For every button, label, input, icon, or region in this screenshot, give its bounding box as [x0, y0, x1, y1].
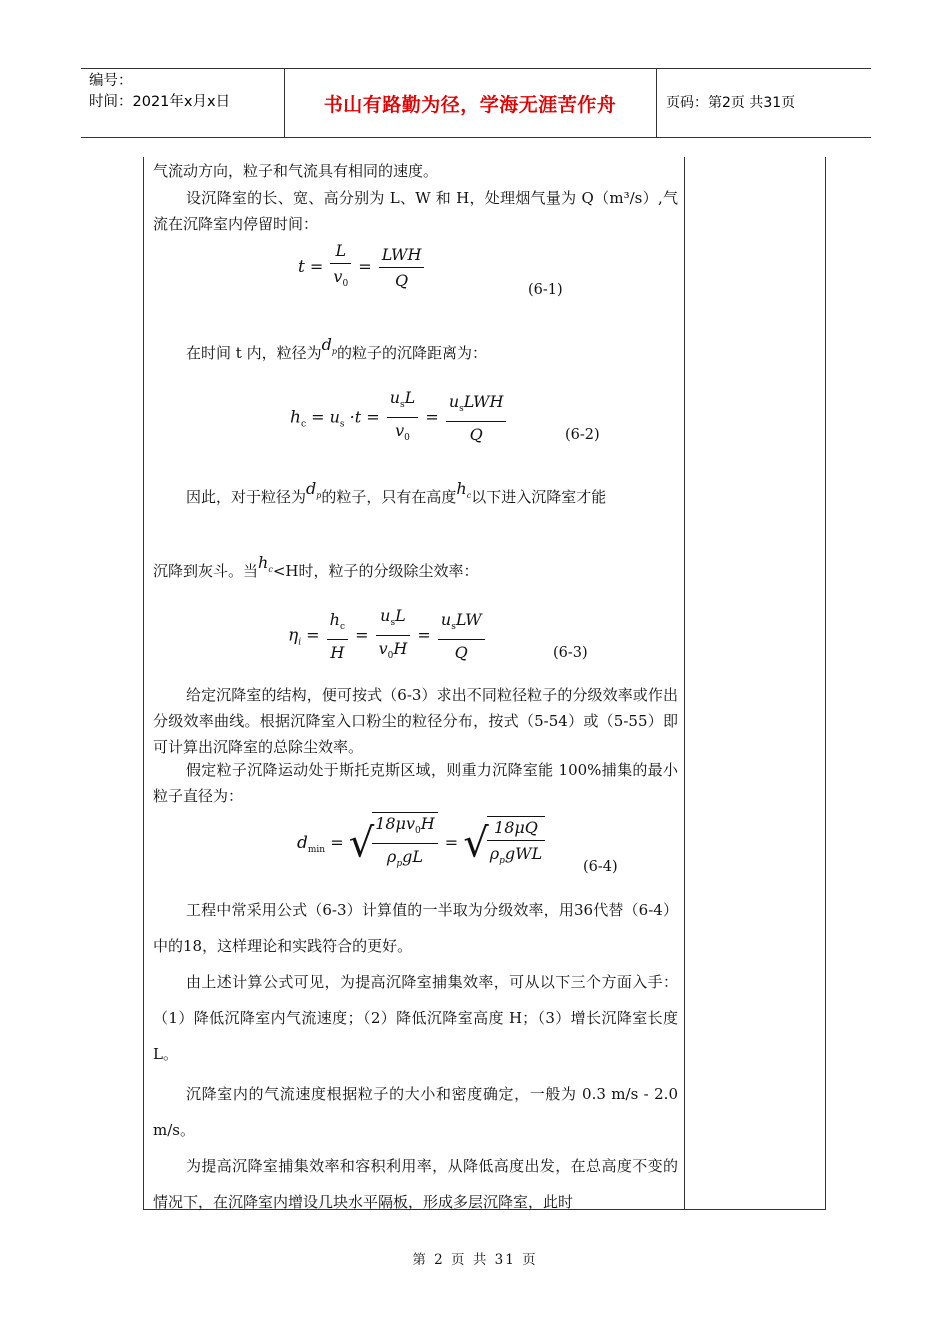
equation-number: (6-4) — [583, 859, 618, 875]
paragraph-11: 为提高沉降室捕集效率和容积利用率，从降低高度出发，在总高度不变的情况下，在沉降室内增设几块水平隔板，形成多层沉降室，此时 — [153, 1157, 678, 1211]
page-header — [81, 68, 871, 138]
equation-6-2: $h_c = u_s \cdot t$ = $\frac{u_sL}{v_0}$ = $\frac{u_sLWH}{Q}$ — [290, 387, 508, 449]
paragraph-10: 沉降室内的气流速度根据粒子的大小和密度确定，一般为 0.3 m/s - 2.0 m/s。 — [153, 1085, 678, 1139]
column-divider — [684, 157, 685, 1209]
header-divider — [656, 69, 657, 137]
number-label: 编号： — [89, 73, 133, 89]
equation-number: (6-3) — [553, 645, 588, 661]
paragraph-6: 给定沉降室的结构，便可按式（6-3）求出不同粒径粒子的分级效率或作出分级效率曲线。根据沉降室入口粉尘的粒径分布，按式（5-54）或（5-55）即可计算出沉降室的总除尘效率。 — [153, 686, 678, 756]
equation-6-3: $\eta_i$ = $\frac{h_c}{H}$ = $\frac{u_sL}{v_0H}$ = $\frac{u_sLW}{Q}$ — [288, 605, 487, 667]
paragraph-7: 假定粒子沉降运动处于斯托克斯区域，则重力沉降室能 100%捕集的最小粒子直径为： — [153, 761, 678, 805]
header-meta — [89, 71, 230, 113]
time-label: 时间：2021年x月x日 — [89, 94, 231, 110]
paragraph-8: 工程中常采用公式（6-3）计算值的一半取为分级效率，用36代替（6-4）中的18，这样理论和实践符合的更好。 — [153, 901, 678, 955]
paragraph-2: 设沉降室的长、宽、高分别为 L、W 和 H，处理烟气量为 Q（m³/s）,气流在沉降室内停留时间： — [153, 189, 678, 233]
motto: 书山有路勤为径，学海无涯苦作舟 — [323, 94, 617, 116]
paragraph-5: 沉降到灰斗。当$h_c<H$时，粒子的分级除尘效率： — [153, 553, 479, 580]
page-footer: 第 2 页 共 31 页 — [412, 1252, 538, 1268]
equation-number: (6-1) — [528, 282, 563, 298]
hc-symbol: $h_c$ — [258, 553, 273, 574]
paragraph-4: 因此，对于粒径为$d_p$的粒子，只有在高度$h_c$以下进入沉降室才能 — [186, 479, 607, 506]
paragraph-3: 在时间 t 内，粒径为$d_p$的粒子的沉降距离为： — [186, 335, 487, 362]
paragraph-1: 气流动方向，粒子和气流具有相同的速度。 — [153, 162, 439, 180]
equation-6-4: $d_{min}$ = √ $\frac{18\mu v_0H}{\rho_pgL}$ = √ $\frac{18\mu Q}{\rho_pgWL}$ — [297, 812, 547, 875]
dp-symbol: $d_p$ — [321, 335, 337, 356]
dp-symbol: $d_p$ — [306, 479, 322, 500]
hc-symbol: $h_c$ — [456, 479, 472, 500]
equation-number: (6-2) — [565, 427, 600, 443]
paragraph-9: 由上述计算公式可见，为提高沉降室捕集效率，可从以下三个方面入手：（1）降低沉降室内气流速度；（2）降低沉降室高度 H；（3）增长沉降室长度 L。 — [153, 973, 678, 1063]
equation-6-1: t = $\frac{L}{v_0}$ = $\frac{\text{LWH}}{Q}$ — [298, 240, 426, 295]
page-info: 页码：第2页 共31页 — [666, 95, 796, 111]
